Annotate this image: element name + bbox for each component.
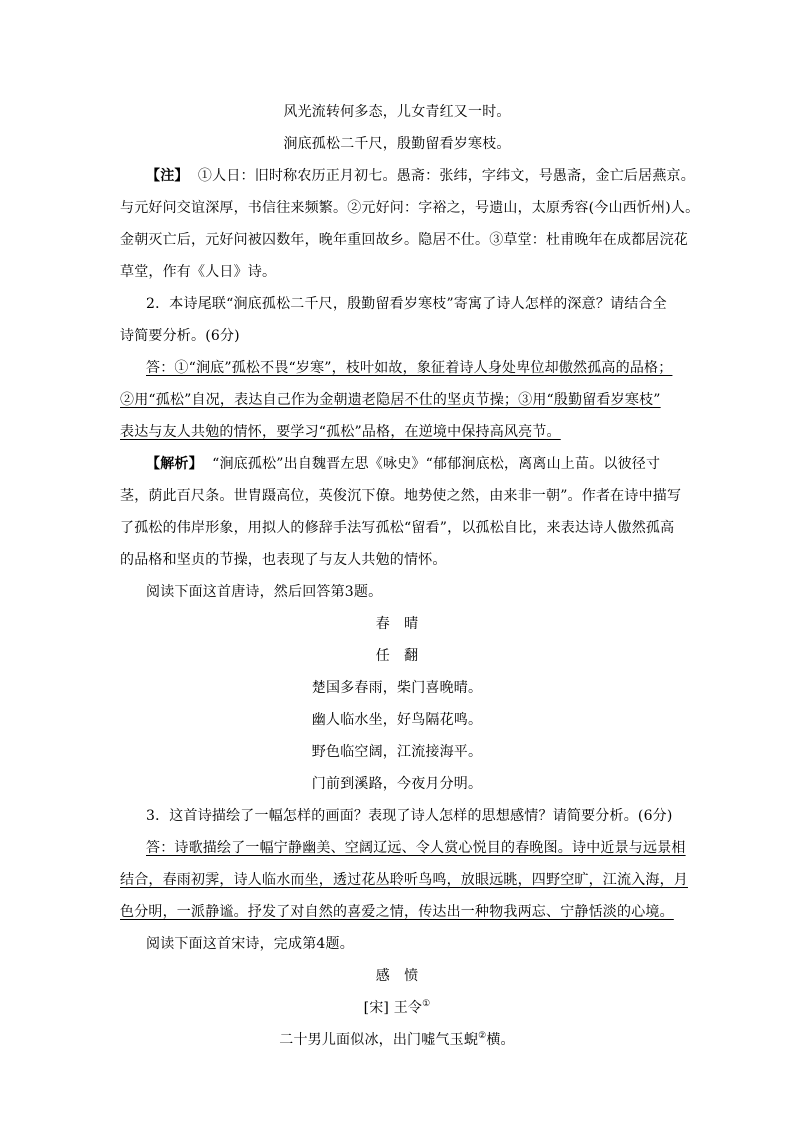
answer-3-line-3: 色分明，一派静谧。抒发了对自然的喜爱之情，传达出一种物我两忘、宁静恬淡的心境。 — [120, 904, 674, 920]
note-line-3: 金朝灭亡后，元好问被囚数年，晚年重回故乡。隐居不仕。③草堂：杜甫晚年在成都居浣花 — [120, 232, 688, 248]
answer-3-line-2: 结合，春雨初霁，诗人临水而坐，透过花丛聆听鸟鸣，放眼远眺，四野空旷，江流入海，月 — [120, 872, 688, 888]
question-2-line-1: 2．本诗尾联“涧底孤松二千尺，殷勤留看岁寒枝”寄寓了诗人怎样的深意？请结合全 — [146, 296, 667, 312]
note-text-1: ①人日：旧时称农历正月初七。愚斋：张纬，字纬文，号愚斋，金亡后居燕京。 — [197, 168, 695, 184]
poem2-title: 春 晴 — [375, 616, 419, 632]
poem2-line-4: 门前到溪路，今夜月分明。 — [311, 776, 483, 792]
poem3-line-1-footnote-mark: ② — [478, 1031, 487, 1041]
note-line-1 — [146, 166, 695, 186]
poem1-line-b: 涧底孤松二千尺，殷勤留看岁寒枝。 — [283, 136, 511, 152]
poem2-line-1: 楚国多春雨，柴门喜晚晴。 — [311, 680, 483, 696]
poem3-line-1 — [0, 1030, 794, 1050]
note-label: 【注】 — [146, 168, 189, 184]
poem3-line-1-part-b: 横。 — [486, 1032, 515, 1048]
note-line-4: 草堂，作有《人日》诗。 — [120, 264, 277, 280]
note-line-2: 与元好问交谊深厚，书信往来频繁。②元好问：字裕之，号遗山，太原秀容(今山西忻州)人。 — [120, 200, 700, 216]
answer-3-line-1: 答：诗歌描绘了一幅宁静幽美、空阔辽远、令人赏心悦目的春晚图。诗中近景与远景相 — [146, 840, 686, 856]
intro-question-3: 阅读下面这首唐诗，然后回答第3题。 — [146, 584, 383, 600]
analysis-line-3: 了孤松的伟岸形象，用拟人的修辞手法写孤松“留看”，以孤松自比，来表达诗人傲然孤高 — [120, 520, 675, 536]
poem2-author: 任 翻 — [375, 648, 419, 664]
poem3-author-text: [宋] 王令 — [363, 1000, 423, 1016]
poem3-line-1-part-a: 二十男儿面似冰，出门嘘气玉蜺 — [279, 1032, 479, 1048]
analysis-line-2: 茎，荫此百尺条。世胄蹑高位，英俊沉下僚。地势使之然，由来非一朝”。作者在诗中描写 — [120, 488, 682, 504]
intro-question-4: 阅读下面这首宋诗，完成第4题。 — [146, 936, 354, 952]
question-3-line-1: 3．这首诗描绘了一幅怎样的画面？表现了诗人怎样的思想感情？请简要分析。(6分) — [146, 808, 673, 824]
poem3-author — [0, 998, 794, 1018]
analysis-line-4: 的品格和坚贞的节操，也表现了与友人共勉的情怀。 — [120, 552, 447, 568]
analysis-line-1 — [146, 454, 660, 474]
analysis-text-1: “涧底孤松”出自魏晋左思《咏史》“郁郁涧底松，离离山上苗。以彼径寸 — [212, 456, 661, 472]
question-2-line-2: 诗简要分析。(6分) — [120, 328, 240, 344]
poem1-line-a: 风光流转何多态，儿女青红又一时。 — [283, 104, 511, 120]
poem2-line-2: 幽人临水坐，好鸟隔花鸣。 — [311, 712, 483, 728]
answer-2-line-1: 答：①“涧底”孤松不畏“岁寒”，枝叶如故，象征着诗人身处卑位却傲然孤高的品格； — [146, 360, 673, 376]
analysis-label: 【解析】 — [146, 456, 203, 472]
poem3-title: 感 愤 — [375, 968, 419, 984]
poem3-author-footnote-mark: ① — [422, 999, 431, 1009]
answer-2-line-2: ②用“孤松”自况，表达自己作为金朝遗老隐居不仕的坚贞节操；③用“殷勤留看岁寒枝” — [120, 392, 661, 408]
answer-2-line-3: 表达与友人共勉的情怀，要学习“孤松”品格，在逆境中保持高风亮节。 — [120, 424, 561, 440]
poem2-line-3: 野色临空阔，江流接海平。 — [311, 744, 483, 760]
